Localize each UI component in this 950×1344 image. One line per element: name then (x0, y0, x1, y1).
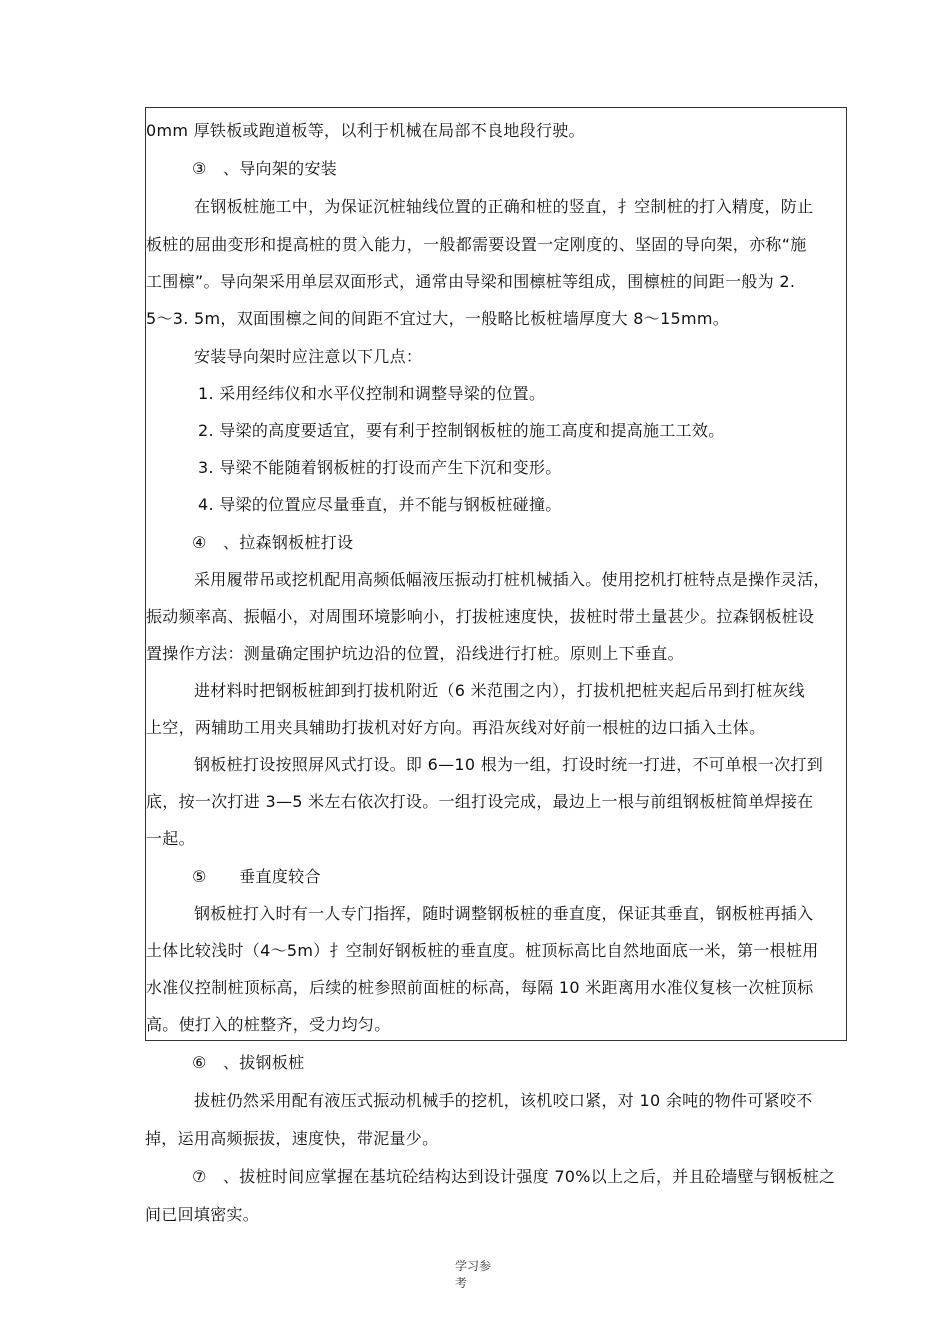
text-line: 在钢板桩施工中，为保证沉桩轴线位置的正确和桩的竖直，扌空制桩的打入精度，防止 (194, 197, 814, 216)
text-line: 采用履带吊或挖机配用高频低幅液压振动打桩机械插入。使用挖机打桩特点是操作灵活， (194, 570, 830, 589)
list-item: 3. 导梁不能随着钢板桩的打设而产生下沉和变形。 (198, 458, 562, 477)
text-line: 0mm 厚铁板或跑道板等，以利于机械在局部不良地段行驶。 (146, 121, 585, 140)
list-item: 1. 采用经纬仪和水平仪控制和调整导梁的位置。 (198, 384, 546, 403)
text-line: 底，按一次打进 3—5 米左右依次打设。一组打设完成，最边上一根与前组钢板桩简单焊接在 (146, 792, 814, 811)
section-heading: ⑤ 垂直度较合 (192, 867, 321, 886)
text-line: 置操作方法：测量确定围护坑边沿的位置，沿线进行打桩。原则上下垂直。 (146, 644, 684, 663)
section-heading: ⑦ 、拔桩时间应掌握在基坑砼结构达到设计强度 70%以上之后，并且砼墙壁与钢板桩之 (192, 1167, 836, 1186)
text-line: 进材料时把钢板桩卸到打拔机附近（6 米范围之内），打拔机把桩夹起后吊到打桩灰线 (194, 681, 805, 700)
text-line: 一起。 (146, 829, 195, 848)
footer-text-line1: 学习参 (455, 1259, 492, 1273)
text-line: 高。使打入的桩整齐，受力均匀。 (146, 1015, 391, 1034)
text-line: 水准仪控制桩顶标高，后续的桩参照前面桩的标高，每隔 10 米距离用水准仪复核一次桩顶标 (146, 978, 814, 997)
text-line: 钢板桩打入时有一人专门指挥，随时调整钢板桩的垂直度，保证其垂直，钢板桩再插入 (194, 904, 814, 923)
text-line: 间已回填密实。 (145, 1205, 260, 1224)
text-line: 掉，运用高频振拔，速度快，带泥量少。 (145, 1129, 439, 1148)
text-line: 钢板桩打设按照屏风式打设。即 6—10 根为一组，打设时统一打进，不可单根一次打到 (194, 755, 824, 774)
list-item: 2. 导梁的高度要适宜，要有利于控制钢板桩的施工高度和提高施工工效。 (198, 421, 725, 440)
text-line: 上空，两辅助工用夹具辅助打拔机对好方向。再沿灰线对好前一根桩的边口插入土体。 (146, 718, 766, 737)
section-heading: ④ 、拉森钢板桩打设 (192, 533, 354, 552)
list-item: 4. 导梁的位置应尽量垂直，并不能与钢板桩碰撞。 (198, 495, 562, 514)
text-line: 5～3. 5m，双面围檩之间的间距不宜过大，一般略比板桩墙厚度大 8～15mm。 (146, 309, 730, 328)
text-line: 板桩的屈曲变形和提高桩的贯入能力，一般都需要设置一定刚度的、坚固的导向架，亦称“施 (146, 235, 807, 254)
section-heading: ⑥ 、拔钢板桩 (192, 1053, 305, 1072)
footer-text-line2: 考 (455, 1276, 468, 1290)
section-heading: ③ 、导向架的安装 (192, 159, 338, 178)
text-line: 安装导向架时应注意以下几点： (194, 347, 423, 366)
text-line: 拔桩仍然采用配有液压式振动机械手的挖机，该机咬口紧，对 10 余吨的物件可紧咬不 (194, 1091, 813, 1110)
text-line: 振动频率高、振幅小，对周围环境影响小，打拔桩速度快，拔桩时带土量甚少。拉森钢板桩设 (146, 607, 815, 626)
text-line: 工围檩”。导向架采用单层双面形式，通常由导梁和围檩桩等组成，围檩桩的间距一般为 2. (146, 272, 796, 291)
text-line: 土体比较浅时（4～5m）扌空制好钢板桩的垂直度。桩顶标高比自然地面底一米，第一根桩用 (146, 941, 819, 960)
